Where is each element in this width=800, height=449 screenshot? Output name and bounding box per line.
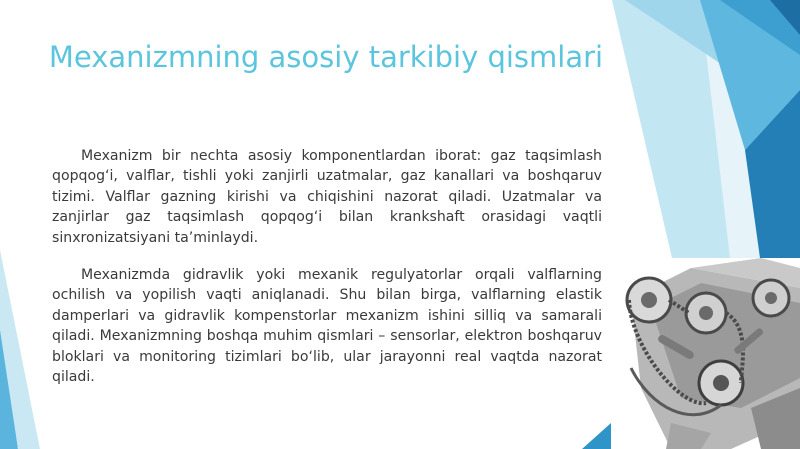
engine-illustration <box>611 258 800 449</box>
engine-timing-photo <box>611 258 800 449</box>
slide-title: Mexanizmning asosiy tarkibiy qismlari <box>48 40 604 74</box>
slide-body <box>52 146 602 404</box>
facet-small-triangle <box>582 423 611 449</box>
paragraph-1: Mexanizm bir nechta asosiy komponentlardan iborat: gaz taqsimlash qopqog‘i, valflar, tishli yoki zanjirli uzatmalar, gaz kanallari va boshqaruv tizimi. Valflar gazning kirishi va chiqishini nazorat qiladi. Uzatmalar va zanjirlar gaz taqsimlash qopqog‘i bilan krankshaft orasidagi vaqtli sinxronizatsiyani ta’minlaydi. <box>52 148 602 246</box>
paragraph-2: Mexanizmda gidravlik yoki mexanik regulyatorlar orqali valflarning ochilish va yopilish vaqti aniqlanadi. Shu bilan birga, valflarning elastik damperlari va gidravlik kompenstorlar mexanizm ishini silliq va samarali qiladi. Mexanizmning boshqa muhim qismlari – sensorlar, elektron boshqaruv bloklari va monitoring tizimlari bo‘lib, ular jarayonni real vaqtda nazorat qiladi. <box>52 267 602 386</box>
